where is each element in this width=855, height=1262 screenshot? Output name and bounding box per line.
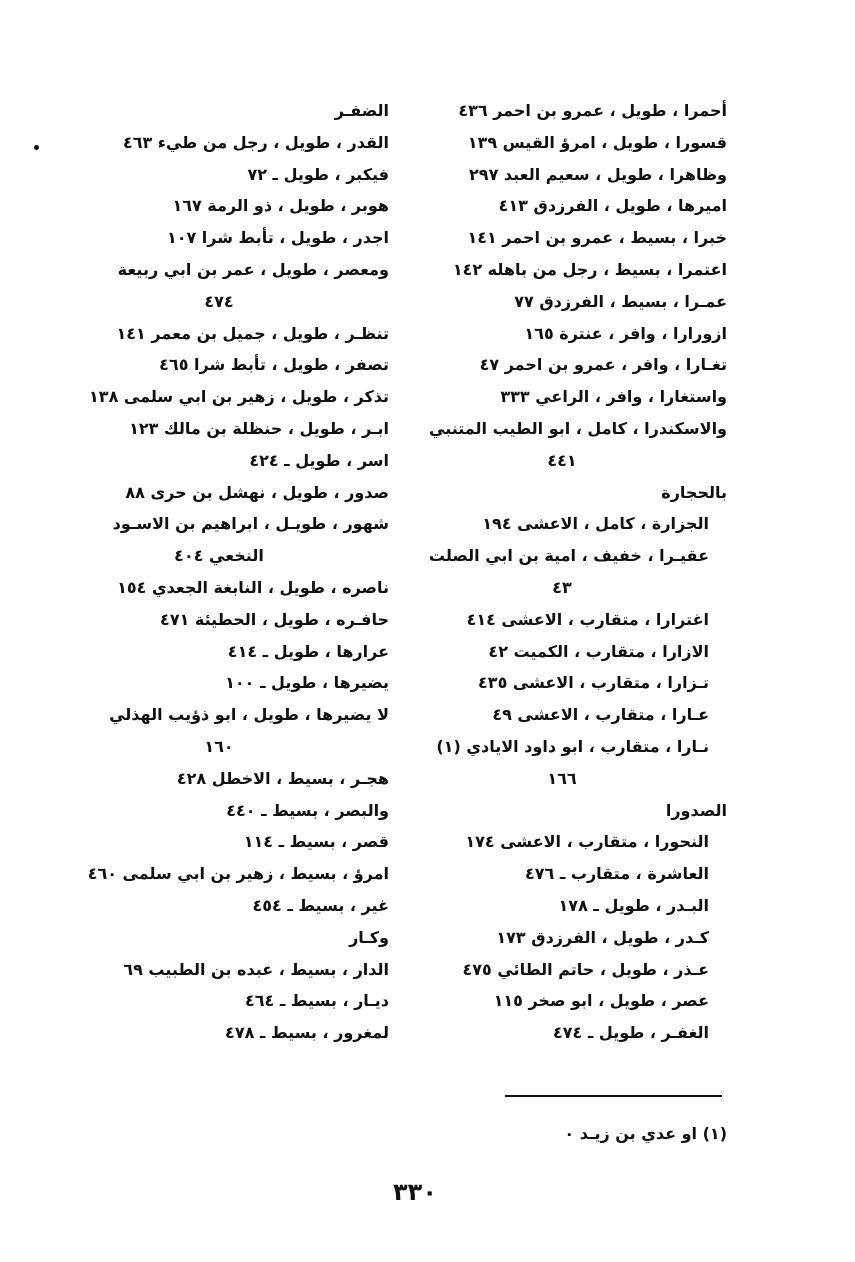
index-entry: البـدر ، طويل ـ ١٧٨ [558, 895, 709, 915]
index-entry: تصفر ، طويل ، تأبط شرا ٤٦٥ [159, 355, 389, 375]
page-reference: ١٦٦ [547, 768, 577, 788]
index-entry: اميرها ، طويل ، الفرزدق ٤١٣ [498, 196, 727, 216]
index-entry: ازورارا ، وافر ، عنترة ١٦٥ [524, 323, 727, 343]
index-entry: الصدورا [665, 800, 727, 820]
index-entry: لمغرور ، بسيط ـ ٤٧٨ [225, 1023, 389, 1043]
index-entry: كـدر ، طويل ، الفرزدق ١٧٣ [496, 927, 709, 947]
left-column [49, 95, 389, 1049]
index-entry: بالحجارة [661, 482, 727, 502]
index-entry: الضفـر [334, 101, 389, 120]
page-reference: ٤٧٤ [204, 291, 234, 311]
index-entry: اغترارا ، متقارب ، الاعشى ٤١٤ [466, 609, 709, 629]
index-entry: والاسكندرا ، كامل ، ابو الطيب المتنبي [429, 418, 727, 438]
index-entry: قصر ، بسيط ـ ١١٤ [243, 832, 389, 852]
index-entry: عـذر ، طويل ، حاتم الطائي ٤٧٥ [462, 959, 709, 979]
index-entry: امرؤ ، بسيط ، زهير بن ابي سلمى ٤٦٠ [87, 864, 389, 884]
stray-mark [34, 145, 39, 150]
index-entry: تـزارا ، متقارب ، الاعشى ٤٣٥ [478, 673, 709, 693]
index-entry: الغفـر ، طويل ـ ٤٧٤ [553, 1023, 709, 1043]
index-entry: اعتمرا ، بسيط ، رجل من باهله ١٤٢ [452, 259, 727, 279]
footnote: (١) او عدي بن زيـد ٠ [564, 1124, 727, 1143]
index-entry: وكـار [349, 927, 389, 947]
index-entry: تذكر ، طويل ، زهير بن ابي سلمى ١٣٨ [89, 387, 389, 407]
index-entry: تغـارا ، وافر ، عمرو بن احمر ٤٧ [479, 355, 727, 375]
index-entry: النحورا ، متقارب ، الاعشى ١٧٤ [465, 832, 709, 852]
index-entry: اسر ، طويل ـ ٤٢٤ [249, 450, 389, 470]
index-entry: عقيـرا ، خفيف ، امية بن ابي الصلت [428, 546, 709, 566]
index-entry: لا يضيرها ، طويل ، ابو ذؤيب الهذلي [109, 705, 389, 725]
index-entry: والبصر ، بسيط ـ ٤٤٠ [226, 800, 389, 820]
page-reference: ١٦٠ [204, 736, 234, 756]
page-reference: ٤٣ [552, 577, 572, 597]
footnote-separator [505, 1095, 722, 1097]
index-entry: الازارا ، متقارب ، الكميت ٤٢ [488, 641, 709, 661]
index-entry: حافـره ، طويل ، الحطيئة ٤٧١ [160, 609, 389, 629]
index-entry: ابـر ، طويل ، حنظلة بن مالك ١٢٣ [129, 418, 389, 438]
index-entry: القدر ، طويل ، رجل من طيء ٤٦٣ [122, 132, 389, 152]
index-entry: عمـرا ، بسيط ، الفرزدق ٧٧ [514, 291, 727, 311]
index-entry: واستغارا ، وافر ، الراعي ٣٣٣ [500, 387, 727, 407]
index-entry: تنظـر ، طويل ، جميل بن معمر ١٤١ [116, 323, 389, 343]
index-entry: غير ، بسيط ـ ٤٥٤ [252, 895, 389, 915]
index-entry: خبرا ، بسيط ، عمرو بن احمر ١٤١ [467, 228, 727, 248]
index-entry: ناصره ، طويل ، النابغة الجعدي ١٥٤ [117, 577, 389, 597]
index-entry: قسورا ، طويل ، امرؤ القيس ١٣٩ [467, 132, 727, 152]
index-entry: عـارا ، متقارب ، الاعشى ٤٩ [492, 705, 709, 725]
index-entry: الجزارة ، كامل ، الاعشى ١٩٤ [482, 514, 709, 534]
index-entry: هوبر ، طويل ، ذو الرمة ١٦٧ [172, 196, 389, 216]
page-reference: النخعي ٤٠٤ [174, 546, 264, 566]
index-entry: عرارها ، طويل ـ ٤١٤ [227, 641, 389, 661]
index-entry: يضيرها ، طويل ـ ١٠٠ [225, 673, 389, 693]
index-entry: نـارا ، متقارب ، ابو داود الايادي (١) [436, 736, 709, 756]
page-number: ٣٣٠ [393, 1178, 437, 1206]
index-entry: أحمرا ، طويل ، عمرو بن احمر ٤٣٦ [458, 101, 727, 120]
index-entry: الدار ، بسيط ، عبده بن الطبيب ٦٩ [123, 959, 389, 979]
index-entry: صدور ، طويل ، نهشل بن حرى ٨٨ [125, 482, 389, 502]
page-reference: ٤٤١ [547, 450, 577, 470]
index-entry: هجـر ، بسيط ، الاخطل ٤٢٨ [176, 768, 389, 788]
index-entry: العاشرة ، متقارب ـ ٤٧٦ [524, 864, 709, 884]
index-entry: شهور ، طويـل ، ابراهيم بن الاسـود [112, 514, 389, 534]
index-entry: وظاهرا ، طويل ، سعيم العبد ٢٩٧ [469, 164, 727, 184]
index-entry: عصر ، طويل ، ابو صخر ١١٥ [493, 991, 709, 1011]
index-entry: ومعصر ، طويل ، عمر بن ابي ربيعة [117, 259, 389, 279]
index-entry: ديـار ، بسيط ـ ٤٦٤ [245, 991, 389, 1011]
index-entry: فيكبر ، طويل ـ ٧٢ [247, 164, 389, 184]
right-column [397, 95, 727, 1049]
index-entry: اجدر ، طويل ، تأبط شرا ١٠٧ [166, 228, 389, 248]
